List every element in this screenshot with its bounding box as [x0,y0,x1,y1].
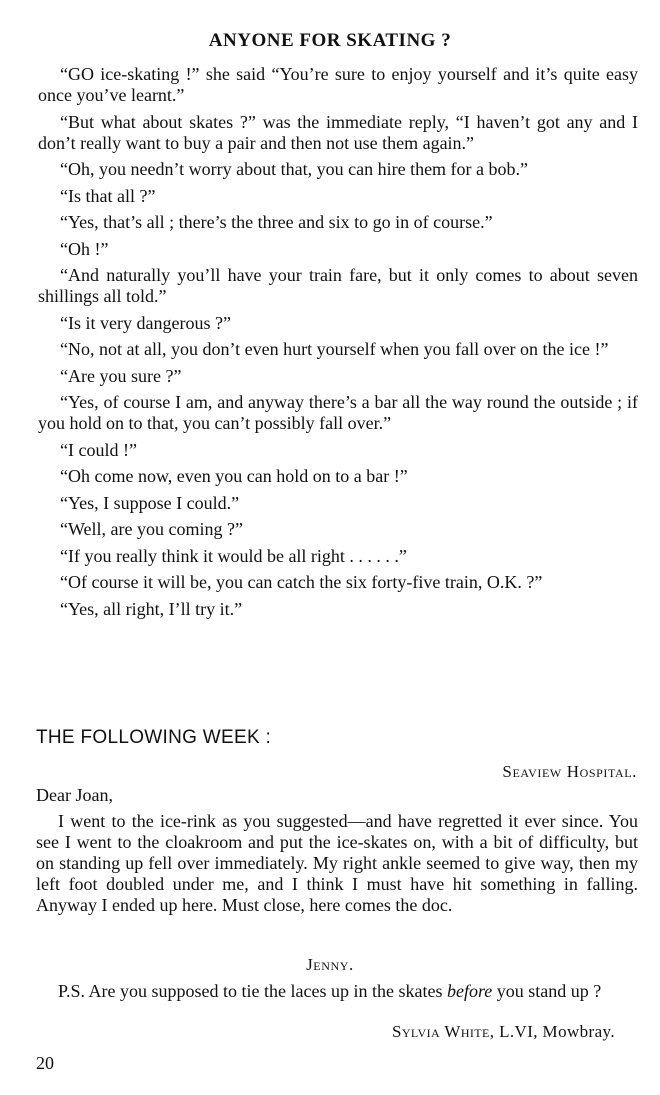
dialogue-line: “Of course it will be, you can catch the six forty-five train, O.K. ?” [60,572,543,592]
author-credit [392,1022,615,1042]
dialogue-line: “And naturally you’ll have your train fare, but it only comes to about seven shillings all told.” [38,265,638,306]
dialogue-line: “Is it very dangerous ?” [60,312,231,333]
dialogue-line: “Yes, all right, I’ll try it.” [60,598,243,619]
dialogue-line: “Yes, of course I am, and anyway there’s a bar all the way round the outside ; if you hold on to that, you can’t possibly fall over.” [38,392,638,433]
section-heading: THE FOLLOWING WEEK : [36,727,272,748]
dialogue-section [38,64,638,625]
dialogue-line: “Oh !” [60,238,109,259]
author-form: , L.VI, Mowbray. [489,1022,615,1041]
letter-body: I went to the ice-rink as you suggested—and have regretted it ever since. You see I went to the cloakroom and put the ice-skates on, with a bit of difficulty, but on standing up fell over immediately. My right ankle seemed to give way, then my left foot doubled under me, and I think I must have hit something in falling. Anyway I ended up here. Must close, here comes the doc. [36,811,638,915]
dialogue-line: “Yes, I suppose I could.” [60,492,240,513]
story-title: ANYONE FOR SKATING ? [208,30,452,51]
ps-text: P.S. Are you supposed to tie the laces up in the skates [58,981,447,1001]
dialogue-line: “Oh come now, even you can hold on to a bar !” [60,466,408,486]
dialogue-line: “Is that all ?” [60,185,156,206]
dialogue-line: “Well, are you coming ?” [60,519,243,539]
dialogue-line: “I could !” [60,439,137,460]
letter-postscript [36,981,638,1002]
dialogue-line: “But what about skates ?” was the immediate reply, “I haven’t got any and I don’t really want to buy a pair and then not use them again.” [38,111,638,153]
dialogue-line: “Are you sure ?” [60,365,182,386]
letter-signoff: Jenny. [306,955,354,974]
dialogue-line: “No, not at all, you don’t even hurt yourself when you fall over on the ice !” [60,339,609,359]
page-number: 20 [36,1053,54,1073]
author-name: Sylvia White [391,1022,490,1041]
ps-text-end: you stand up ? [492,981,602,1001]
dialogue-line: “Oh, you needn’t worry about that, you can hire them for a bob.” [60,159,529,179]
letter-salutation: Dear Joan, [36,785,113,805]
dialogue-line: “If you really think it would be all right . . . . . .” [60,545,407,566]
dialogue-line: “Yes, that’s all ; there’s the three and six to go in of course.” [60,212,493,232]
letter-address: Seaview Hospital. [502,762,637,781]
ps-emphasis: before [446,981,493,1001]
dialogue-line: “GO ice-skating !” she said “You’re sure to enjoy yourself and it’s quite easy once you’ve learnt.” [38,64,638,105]
